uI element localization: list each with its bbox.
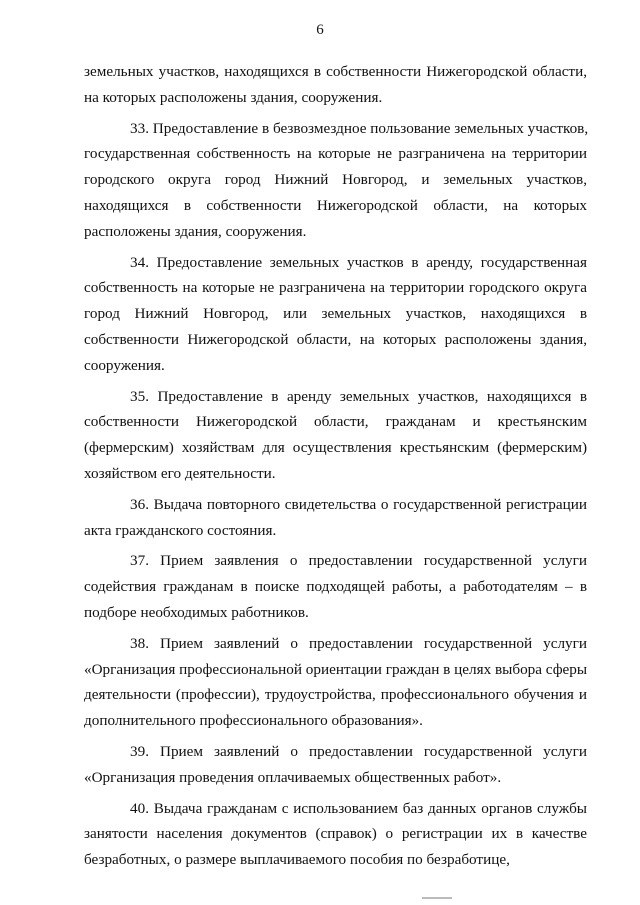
paragraph-34 (84, 250, 587, 379)
text-line: собственность на которые не разграничена на территории городского округа (84, 279, 587, 297)
text-line: 36. Выдача повторного свидетельства о государственной регистрации (130, 495, 587, 513)
text-line: 34. Предоставление земельных участков в аренду, государственная (130, 253, 587, 271)
text-line: хозяйством его деятельности. (84, 464, 276, 482)
paragraph-40 (84, 796, 587, 873)
text-line: 39. Прием заявлений о предоставлении государственной услуги (130, 742, 587, 760)
paragraph-33 (84, 116, 587, 245)
scan-artifact-mark (422, 897, 452, 899)
text-line: «Организация проведения оплачиваемых общественных работ». (84, 768, 502, 786)
text-line: 35. Предоставление в аренду земельных участков, находящихся в (130, 387, 587, 405)
text-line: деятельности (профессии), трудоустройства, профессионального обучения и (84, 686, 587, 704)
text-line: безработных, о размере выплачиваемого пособия по безработице, (84, 851, 510, 869)
text-line: 40. Выдача гражданам с использованием баз данных органов службы (130, 799, 587, 817)
text-line: дополнительного профессионального образования». (84, 712, 423, 730)
text-line: содействия гражданам в поиске подходящей работы, а работодателям – в (84, 578, 587, 596)
text-line: 33. Предоставление в безвозмездное пользование земельных участков, (130, 119, 589, 137)
text-line: «Организация профессиональной ориентации граждан в целях выбора сферы (84, 660, 588, 678)
text-line: государственная собственность на которые не разграничена на территории (84, 145, 587, 163)
text-line: находящихся в собственности Нижегородской области, на которых (84, 196, 587, 214)
text-line: акта гражданского состояния. (84, 521, 277, 539)
text-line: земельных участков, находящихся в собственности Нижегородской области, (84, 63, 587, 80)
paragraph-38 (84, 631, 587, 734)
text-line: подборе необходимых работников. (84, 603, 309, 621)
text-line: 38. Прием заявлений о предоставлении государственной услуги (130, 634, 587, 652)
text-line: город Нижний Новгород, или земельных участков, находящихся в (84, 305, 587, 323)
text-line: (фермерским) хозяйствам для осуществления крестьянским (фермерским) (84, 439, 587, 457)
text-line: собственности Нижегородской области, на которых расположены здания, (84, 330, 587, 348)
paragraph-cont (84, 59, 587, 111)
paragraph-35 (84, 384, 587, 487)
paragraph-39 (84, 739, 587, 791)
paragraph-36 (84, 492, 587, 544)
text-line: расположены здания, сооружения. (84, 222, 307, 240)
text-line: занятости населения документов (справок) о регистрации их в качестве (84, 825, 587, 843)
text-line: 37. Прием заявления о предоставлении государственной услуги (130, 552, 587, 570)
paragraph-37 (84, 548, 587, 625)
text-line: на которых расположены здания, сооружения. (84, 88, 383, 106)
page-number: 6 (316, 22, 324, 38)
text-line: сооружения. (84, 356, 165, 374)
document-body (84, 59, 587, 873)
text-line: собственности Нижегородской области, гражданам и крестьянским (84, 413, 587, 431)
text-line: городского округа город Нижний Новгород, и земельных участков, (84, 171, 587, 189)
